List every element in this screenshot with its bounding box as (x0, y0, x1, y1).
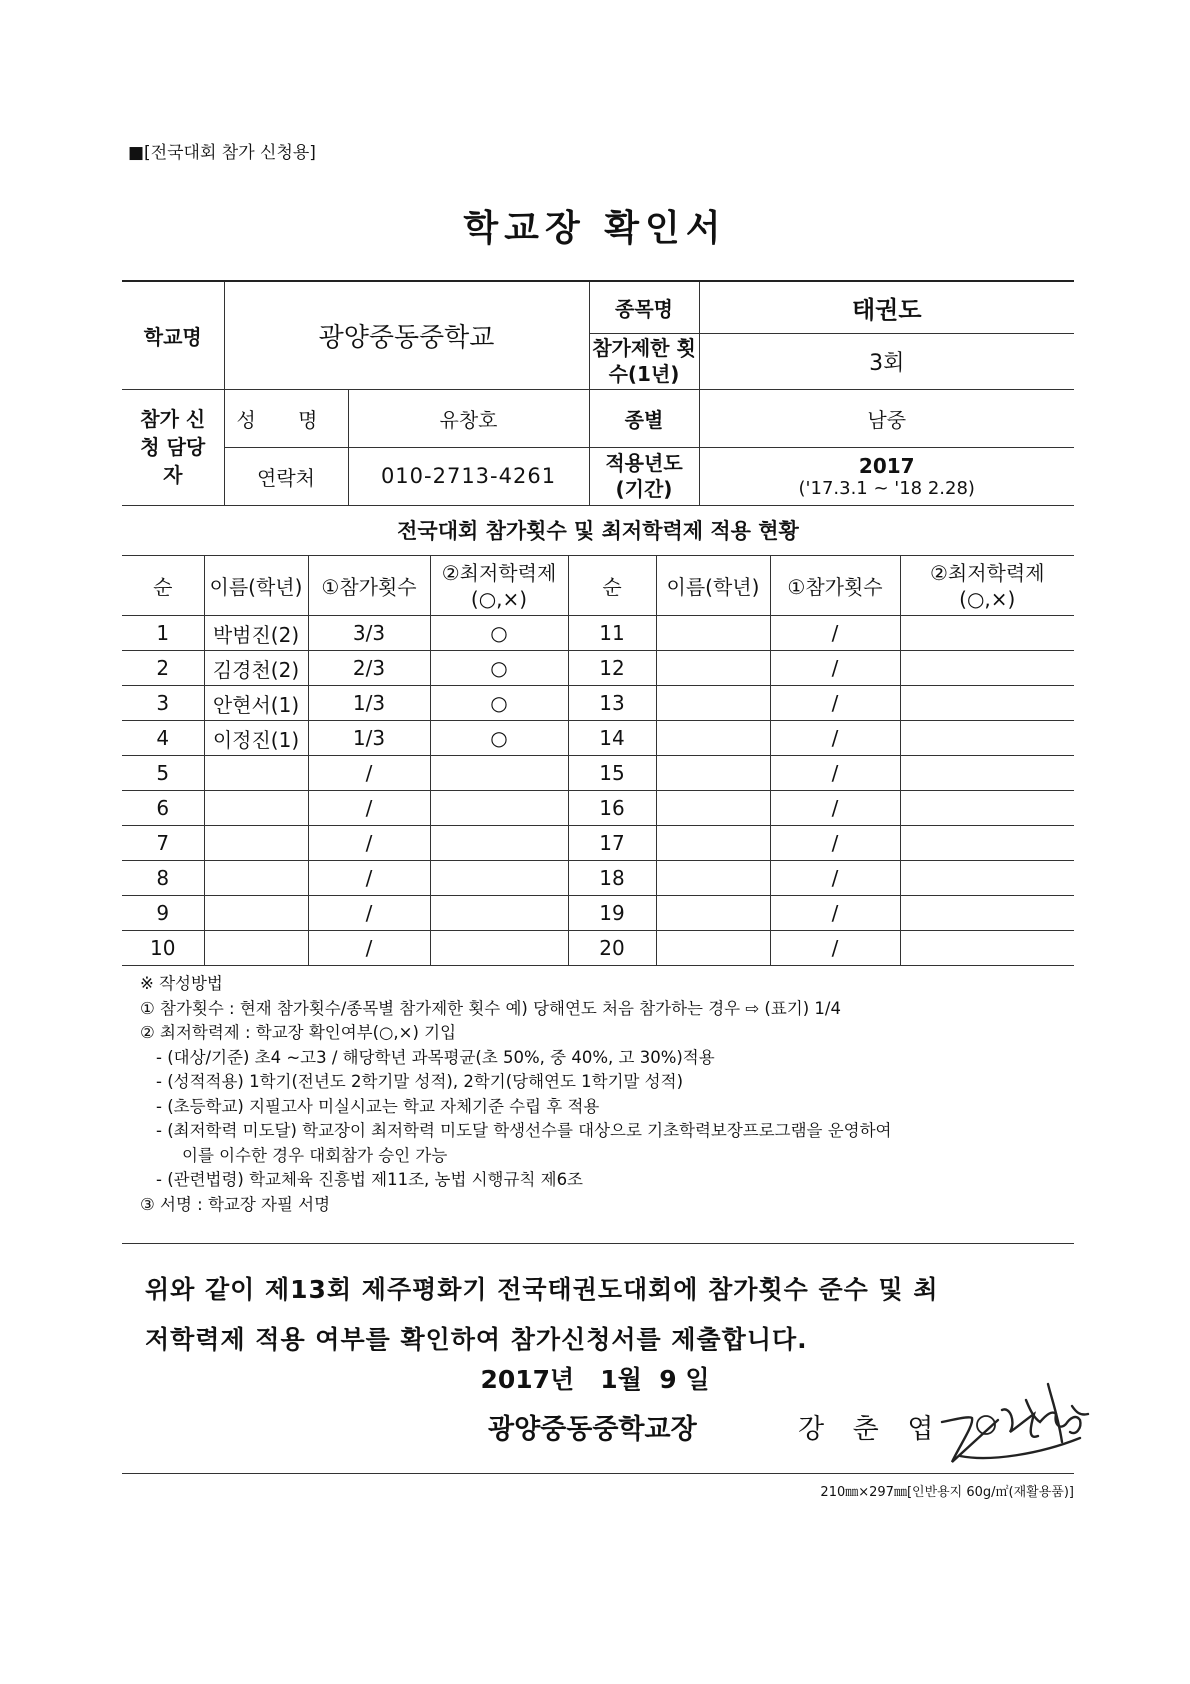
note-line: ※ 작성방법 (140, 974, 223, 993)
row-count: 2/3 (308, 651, 430, 686)
header-name-2: 이름(학년) (656, 556, 770, 616)
row-no: 14 (568, 721, 656, 756)
row-no: 16 (568, 791, 656, 826)
table-row (122, 616, 1074, 651)
row-count: / (770, 861, 900, 896)
signer-title: 광양중동중학교장 (488, 1414, 697, 1445)
row-min: ○ (430, 721, 568, 756)
row-count: / (770, 616, 900, 651)
row-count: / (770, 826, 900, 861)
row-no: 2 (122, 651, 204, 686)
row-min (430, 756, 568, 791)
table-row (122, 686, 1074, 721)
row-name (656, 756, 770, 791)
row-no: 18 (568, 861, 656, 896)
table-row (122, 756, 1074, 791)
row-count: / (308, 826, 430, 861)
row-name: 이정진(1) (204, 721, 308, 756)
row-no: 5 (122, 756, 204, 791)
row-count: 3/3 (308, 616, 430, 651)
row-count: / (770, 721, 900, 756)
row-min (900, 861, 1074, 896)
row-min (900, 651, 1074, 686)
row-count: / (770, 931, 900, 966)
row-no: 10 (122, 931, 204, 966)
row-name (656, 651, 770, 686)
gender-value: 남중 (699, 389, 1074, 447)
table-row (122, 931, 1074, 966)
row-min (900, 896, 1074, 931)
table-row (122, 651, 1074, 686)
row-no: 7 (122, 826, 204, 861)
row-name (656, 791, 770, 826)
row-no: 20 (568, 931, 656, 966)
row-count: 1/3 (308, 686, 430, 721)
header-name-1: 이름(학년) (204, 556, 308, 616)
row-count: / (770, 896, 900, 931)
row-no: 11 (568, 616, 656, 651)
header-no-2: 순 (568, 556, 656, 616)
row-name (656, 931, 770, 966)
divider (122, 1243, 1074, 1244)
row-count: / (770, 686, 900, 721)
year-period: ('17.3.1 ~ '18 2.28) (798, 477, 975, 499)
status-header-row (122, 556, 1074, 616)
row-min: ○ (430, 686, 568, 721)
bottom-divider (122, 1473, 1074, 1474)
signer-name: 강 춘 엽 (798, 1414, 944, 1445)
school-name: 광양중동중학교 (224, 281, 589, 389)
row-name (204, 826, 308, 861)
note-line: - (초등학교) 지필고사 미실시교는 학교 자체기준 수립 후 적용 (156, 1096, 600, 1116)
statement-line-1: 위와 같이 제13회 제주평화기 전국태권도대회에 참가횟수 준수 및 최 (145, 1275, 939, 1304)
row-name (656, 616, 770, 651)
row-no: 9 (122, 896, 204, 931)
row-count: / (770, 756, 900, 791)
row-no: 4 (122, 721, 204, 756)
note-line: ③ 서명 : 학교장 자필 서명 (140, 1194, 331, 1214)
row-no: 13 (568, 686, 656, 721)
note-line: - (최저학력 미도달) 학교장이 최저학력 미도달 학생선수를 대상으로 기초학력보장프로그램을 운영하여 (156, 1121, 892, 1140)
row-min (900, 931, 1074, 966)
row-no: 15 (568, 756, 656, 791)
gender-label: 종별 (589, 389, 699, 447)
year-cell (699, 447, 1074, 505)
row-name: 김경천(2) (204, 651, 308, 686)
row-count: / (308, 791, 430, 826)
row-min (900, 791, 1074, 826)
statement (145, 1265, 1075, 1365)
note-line: - (성적적용) 1학기(전년도 2학기말 성적), 2학기(당해연도 1학기말 성적) (156, 1072, 684, 1091)
row-name (656, 721, 770, 756)
row-no: 6 (122, 791, 204, 826)
note-line: ② 최저학력제 : 학교장 확인여부(○,×) 기입 (140, 1023, 457, 1042)
row-no: 1 (122, 616, 204, 651)
row-no: 19 (568, 896, 656, 931)
name-label: 성 명 (224, 389, 348, 447)
row-min (900, 756, 1074, 791)
section-title: 전국대회 참가횟수 및 최저학력제 적용 현황 (397, 519, 799, 543)
status-table (122, 555, 1074, 966)
phone-label: 연락처 (224, 447, 348, 505)
row-name: 안현서(1) (204, 686, 308, 721)
row-name (204, 791, 308, 826)
note-line: 이를 이수한 경우 대회참가 승인 가능 (182, 1145, 448, 1165)
row-count: / (770, 651, 900, 686)
header-min-2: ②최저학력제 (○,×) (900, 556, 1074, 616)
limit-value: 3회 (699, 333, 1074, 389)
document-tag: ■[전국대회 참가 신청용] (128, 143, 316, 163)
header-count-2: ①참가횟수 (770, 556, 900, 616)
row-no: 17 (568, 826, 656, 861)
year-value: 2017 (858, 453, 915, 478)
row-min: ○ (430, 651, 568, 686)
info-table (122, 280, 1074, 506)
row-min: ○ (430, 616, 568, 651)
row-count: / (308, 931, 430, 966)
header-count-1: ①참가횟수 (308, 556, 430, 616)
row-count: / (308, 896, 430, 931)
row-min (430, 896, 568, 931)
page-title: 학교장 확인서 (463, 208, 727, 249)
row-no: 3 (122, 686, 204, 721)
row-name (656, 896, 770, 931)
row-name: 박범진(2) (204, 616, 308, 651)
header-min-1: ②최저학력제 (○,×) (430, 556, 568, 616)
row-no: 12 (568, 651, 656, 686)
row-name (204, 896, 308, 931)
date: 2017년 1월 9 일 (480, 1365, 710, 1394)
table-row (122, 721, 1074, 756)
row-name (656, 861, 770, 896)
row-min (430, 861, 568, 896)
note-line: ① 참가횟수 : 현재 참가횟수/종목별 참가제한 횟수 예) 당해연도 처음 참가하는 경우 ⇨ (표기) 1/4 (140, 998, 841, 1018)
row-name (204, 861, 308, 896)
row-min (430, 931, 568, 966)
footer-note: 210㎜×297㎜[인반용지 60g/㎡(재활용품)] (820, 1485, 1074, 1500)
row-min (900, 616, 1074, 651)
row-count: 1/3 (308, 721, 430, 756)
row-min (900, 686, 1074, 721)
note-line: - (대상/기준) 초4 ~고3 / 해당학년 과목평균(초 50%, 중 40%, 고 30%)적용 (156, 1047, 715, 1067)
table-row (122, 896, 1074, 931)
row-min (900, 826, 1074, 861)
row-no: 8 (122, 861, 204, 896)
phone-value: 010-2713-4261 (348, 447, 589, 505)
row-min (430, 826, 568, 861)
table-row (122, 861, 1074, 896)
name-value: 유창호 (348, 389, 589, 447)
year-label: 적용년도 (기간) (589, 447, 699, 505)
row-min (900, 721, 1074, 756)
table-row (122, 826, 1074, 861)
row-count: / (770, 791, 900, 826)
row-name (656, 826, 770, 861)
row-name (656, 686, 770, 721)
contact-label: 참가 신청 담당자 (122, 389, 224, 505)
row-name (204, 756, 308, 791)
statement-line-2: 저학력제 적용 여부를 확인하여 참가신청서를 제출합니다. (145, 1325, 808, 1354)
header-no-1: 순 (122, 556, 204, 616)
handwritten-signature (930, 1370, 1100, 1480)
school-label: 학교명 (122, 281, 224, 389)
row-count: / (308, 861, 430, 896)
note-line: - (관련법령) 학교체육 진흥법 제11조, 농법 시행규칙 제6조 (156, 1170, 583, 1189)
row-min (430, 791, 568, 826)
table-row (122, 791, 1074, 826)
event-label: 종목명 (589, 281, 699, 333)
row-name (204, 931, 308, 966)
limit-label: 참가제한 횟수(1년) (589, 333, 699, 389)
row-count: / (308, 756, 430, 791)
notes-block (140, 972, 1080, 1217)
event-value: 태권도 (699, 281, 1074, 333)
